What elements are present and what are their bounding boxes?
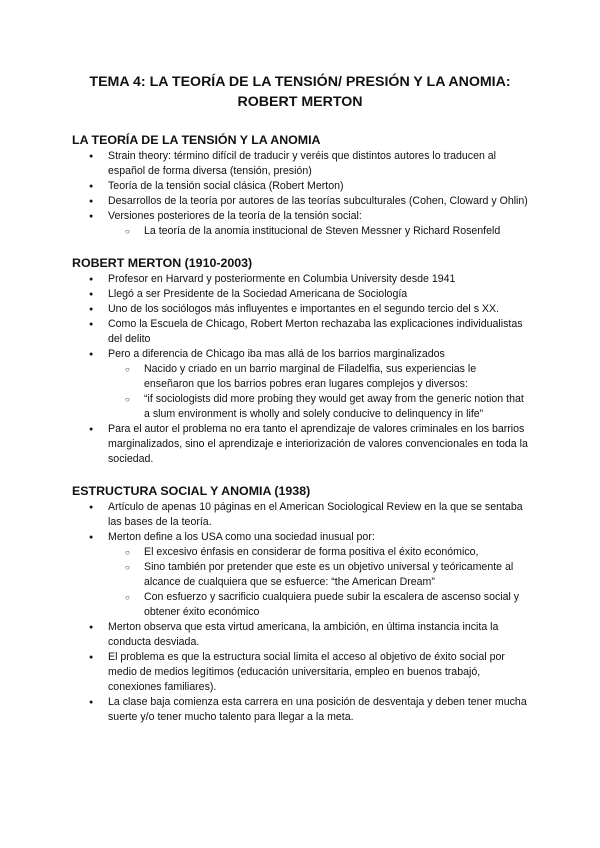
list-item: ● Llegó a ser Presidente de la Sociedad Americana de Sociología <box>72 287 528 302</box>
list-item: ● Uno de los sociólogos más influyentes e importantes en el segundo tercio del s XX. <box>72 302 528 317</box>
list-item: ● Como la Escuela de Chicago, Robert Merton rechazaba las explicaciones individualistas del delito <box>72 317 528 347</box>
section-heading-tension-anomia: LA TEORÍA DE LA TENSIÓN Y LA ANOMIA <box>72 133 321 147</box>
sub-list <box>108 224 528 239</box>
title-line-2: ROBERT MERTON <box>237 94 363 110</box>
sub-list-item: ○ El excesivo énfasis en considerar de forma positiva el éxito económico, <box>108 545 528 560</box>
list-item <box>72 347 528 422</box>
list-item: ● Teoría de la tensión social clásica (Robert Merton) <box>72 179 528 194</box>
sub-list <box>108 362 528 422</box>
list-item-text: Versiones posteriores de la teoría de la tensión social: <box>108 210 362 222</box>
list-item: ● La clase baja comienza esta carrera en una posición de desventaja y deben tener mucha suerte y/o tener mucho talento para llegar a la meta. <box>72 695 528 725</box>
section-heading-estructura-social: ESTRUCTURA SOCIAL Y ANOMIA (1938) <box>72 484 311 498</box>
list-item <box>72 209 528 239</box>
sub-list-item: ○ Nacido y criado en un barrio marginal de Filadelfia, sus experiencias le enseñaron que los barrios pobres eran lugares complejos y diversos: <box>108 362 528 392</box>
sub-list-item: ○ “if sociologists did more probing they would get away from the generic notion that a slum environment is wholly and solely conducive to delinquency in life” <box>108 392 528 422</box>
list-item: ● Para el autor el problema no era tanto el aprendizaje de valores criminales en los barrios marginalizados, sino el aprendizaje e interiorización de valores convencionales en toda la sociedad. <box>72 422 528 467</box>
section-list-estructura-social <box>72 500 528 725</box>
section-heading-robert-merton: ROBERT MERTON (1910-2003) <box>72 256 253 270</box>
section-list-tension-anomia <box>72 149 528 239</box>
sub-list-item: ○ Con esfuerzo y sacrificio cualquiera puede subir la escalera de ascenso social y obtener éxito económico <box>108 590 528 620</box>
list-item-text: Merton define a los USA como una sociedad inusual por: <box>108 531 375 543</box>
list-item: ● Strain theory: término difícil de traducir y veréis que distintos autores lo traducen al español de forma diversa (tensión, presión) <box>72 149 528 179</box>
list-item: ● Desarrollos de la teoría por autores de las teorías subculturales (Cohen, Cloward y Ohlin) <box>72 194 528 209</box>
list-item: ● El problema es que la estructura social limita el acceso al objetivo de éxito social por medio de medios legítimos (educación universitaria, empleo en buenos trabajó, conexiones familiares). <box>72 650 528 695</box>
section-list-robert-merton <box>72 272 528 467</box>
list-item: ● Profesor en Harvard y posteriormente en Columbia University desde 1941 <box>72 272 528 287</box>
title-line-1: TEMA 4: LA TEORÍA DE LA TENSIÓN/ PRESIÓN Y LA ANOMIA: <box>89 74 511 90</box>
sub-list-item: ○ Sino también por pretender que este es un objetivo universal y teóricamente al alcance de cualquiera que se esfuerce: “the American Dream” <box>108 560 528 590</box>
document-page <box>72 72 528 741</box>
sub-list <box>108 545 528 620</box>
list-item: ● Merton observa que esta virtud americana, la ambición, en última instancia incita la conducta desviada. <box>72 620 528 650</box>
document-title <box>72 72 528 112</box>
sub-list-item: ○ La teoría de la anomia institucional de Steven Messner y Richard Rosenfeld <box>108 224 528 239</box>
list-item-text: Pero a diferencia de Chicago iba mas allá de los barrios marginalizados <box>108 348 445 360</box>
list-item: ● Artículo de apenas 10 páginas en el American Sociological Review en la que se sentaba las bases de la teoría. <box>72 500 528 530</box>
list-item <box>72 530 528 620</box>
